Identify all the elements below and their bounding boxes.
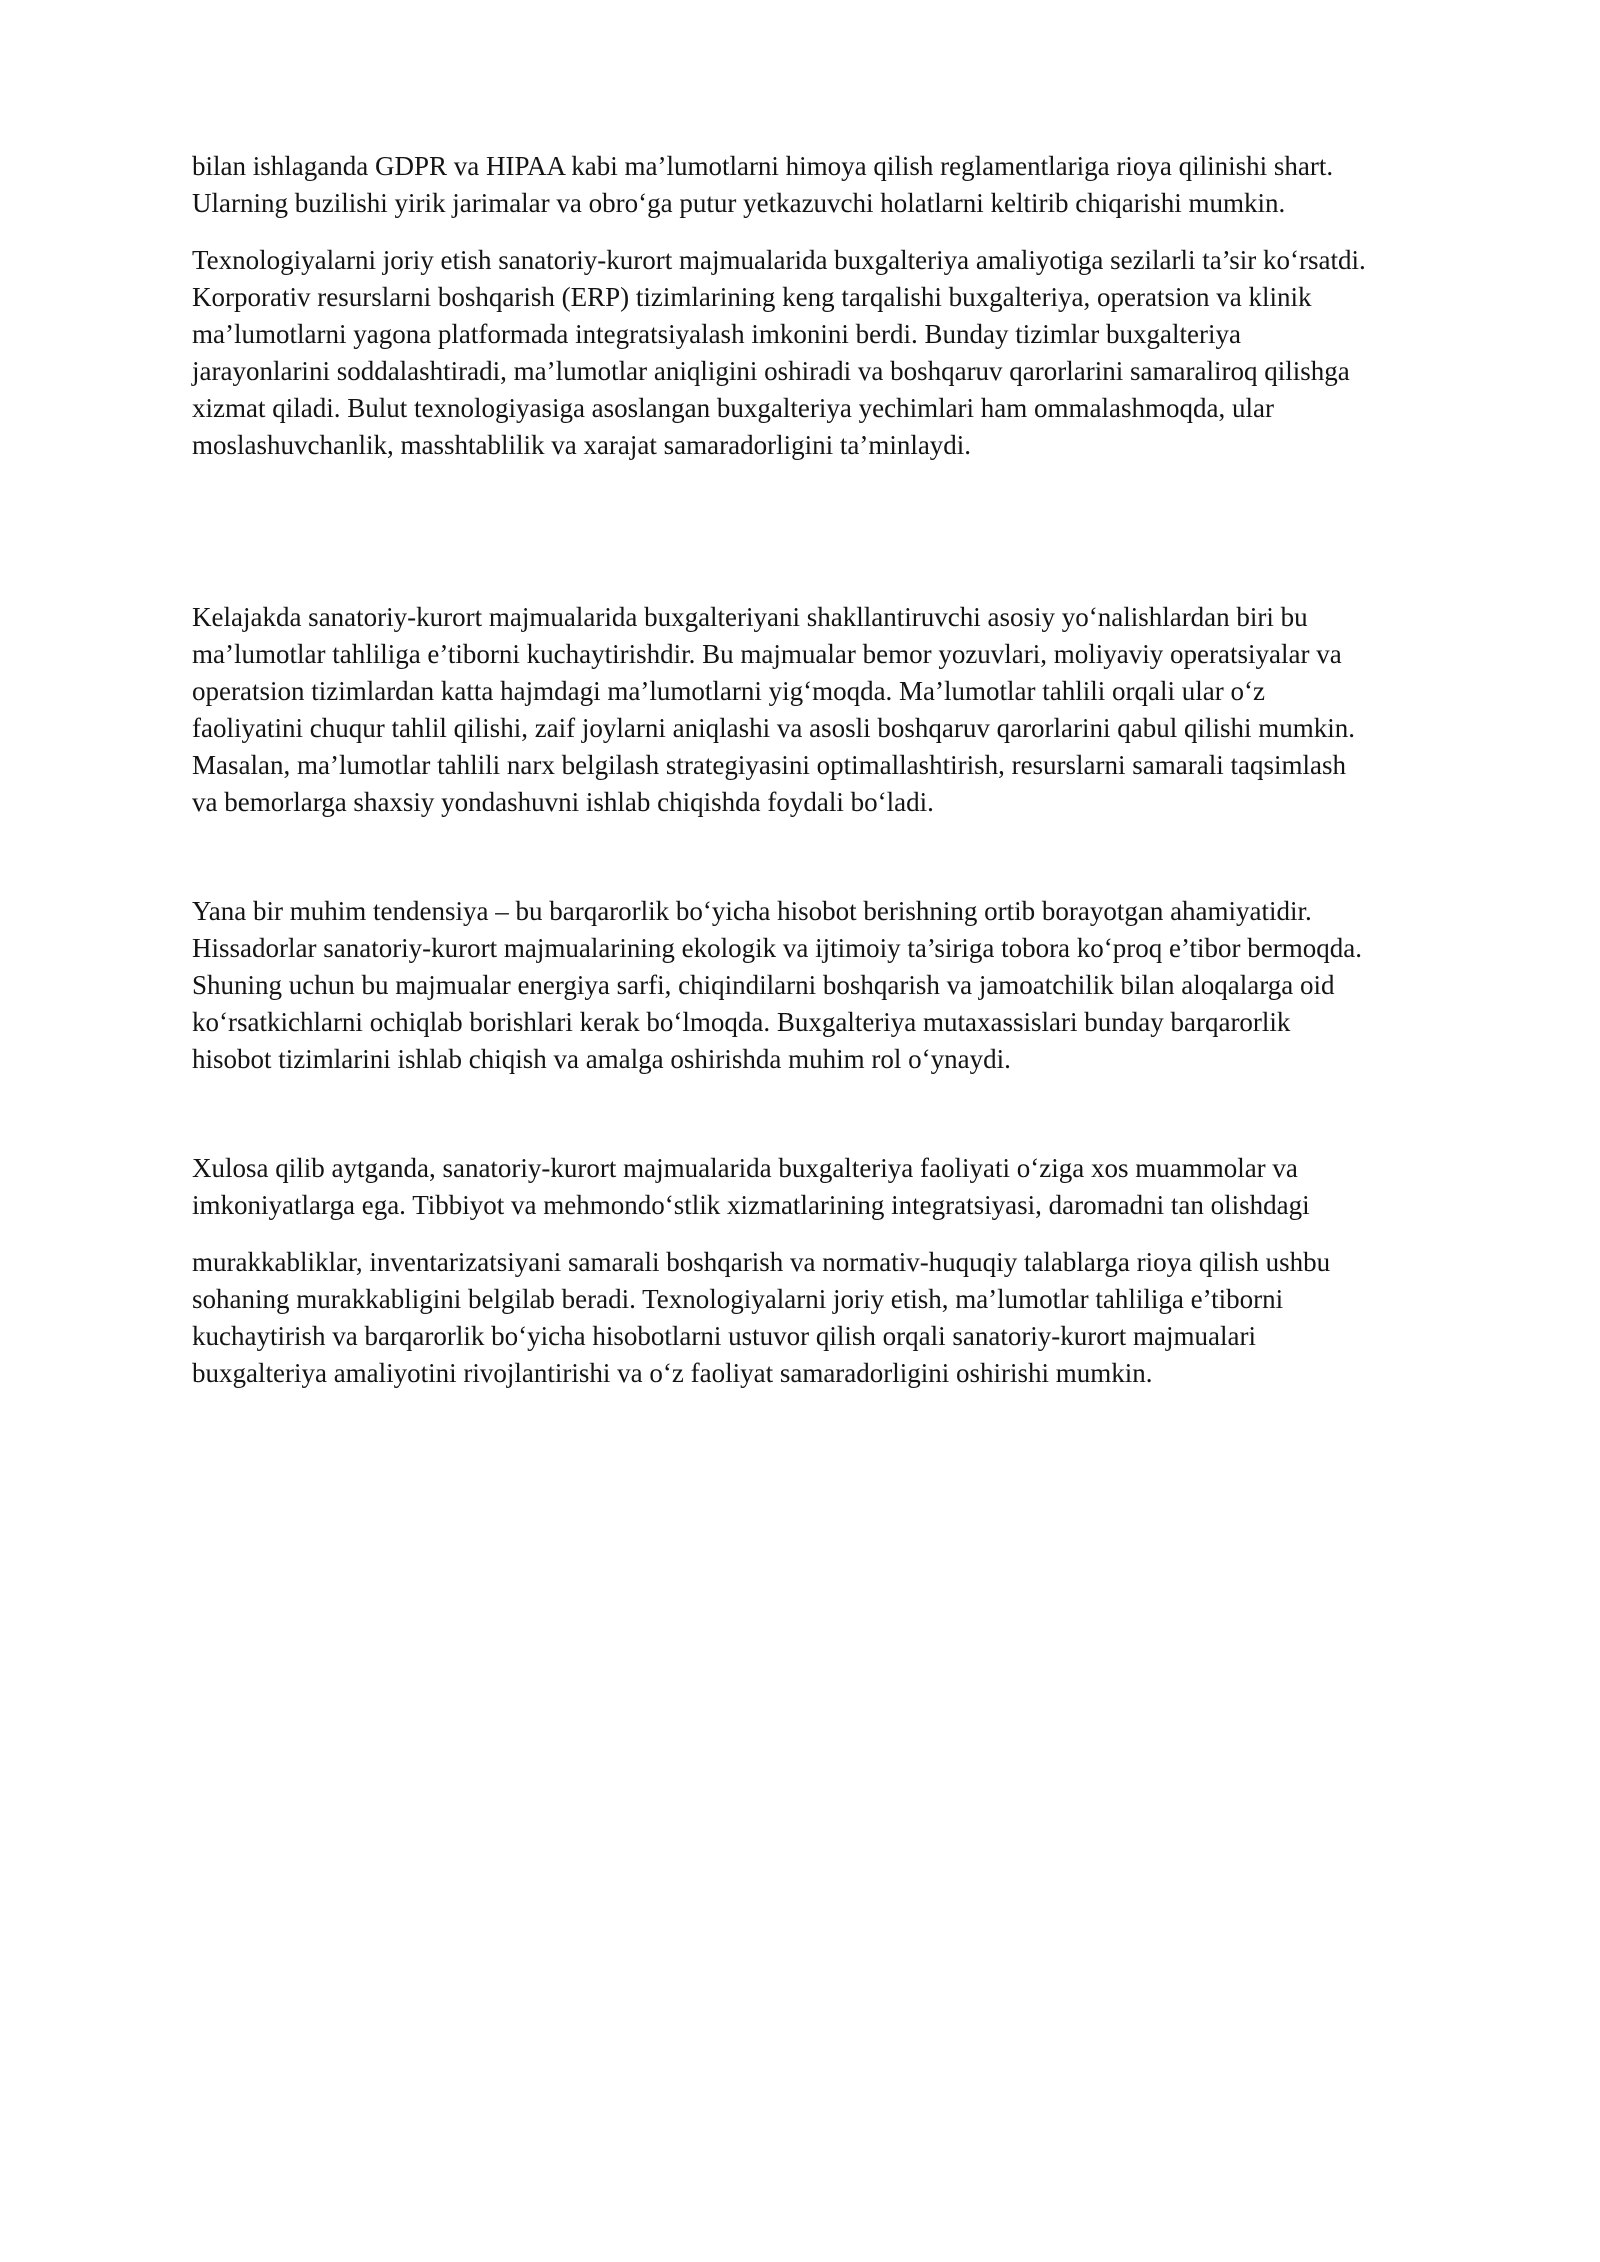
paragraph-spacer	[192, 464, 1432, 599]
paragraph-data-analytics: Kelajakda sanatoriy-kurort majmualarida buxgalteriyani shakllantiruvchi asosiy yo‘nalishlardan biri bu ma’lumotlar tahliliga e’tiborni kuchaytirishdir. Bu majmualar bemor yozuvlari, moliyaviy operatsiyalar va operatsion tizimlardan katta hajmdagi ma’lumotlarni yig‘moqda. Ma’lumotlar tahlili orqali ular o‘z faoliyatini chuqur tahlil qilishi, zaif joylarni aniqlashi va asosli boshqaruv qarorlarini qabul qilishi mumkin. Masalan, ma’lumotlar tahlili narx belgilash strategiyasini optimallashtirish, resurslarni samarali taqsimlash va bemorlarga shaxsiy yondashuvni ishlab chiqishda foydali bo‘ladi.	[192, 602, 1356, 817]
paragraph-spacer	[192, 222, 1432, 242]
paragraph-conclusion-start: Xulosa qilib aytganda, sanatoriy-kurort majmualarida buxgalteriya faoliyati o‘ziga xos muammolar va imkoniyatlarga ega. Tibbiyot va mehmondo‘stlik xizmatlarining integratsiyasi, daromadni tan olishdagi	[192, 1153, 1310, 1220]
paragraph-spacer	[192, 1078, 1432, 1150]
paragraph-spacer	[192, 821, 1432, 893]
paragraph-data-protection: bilan ishlaganda GDPR va HIPAA kabi ma’lumotlarni himoya qilish reglamentlariga rioya qilinishi shart. Ularning buzilishi yirik jarimalar va obro‘ga putur yetkazuvchi holatlarni keltirib chiqarishi mumkin.	[192, 151, 1334, 218]
paragraph-sustainability: Yana bir muhim tendensiya – bu barqarorlik bo‘yicha hisobot berishning ortib borayotgan ahamiyatidir. Hissadorlar sanatoriy-kurort majmualarining ekologik va ijtimoiy ta’siriga tobora ko‘proq e’tibor bermoqda. Shuning uchun bu majmualar energiya sarfi, chiqindilarni boshqarish va jamoatchilik bilan aloqalarga oid ko‘rsatkichlarni ochiqlab borishlari kerak bo‘lmoqda. Buxgalteriya mutaxassislari bunday barqarorlik hisobot tizimlarini ishlab chiqish va amalga oshirishda muhim rol o‘ynaydi.	[192, 896, 1362, 1074]
paragraph-spacer	[192, 1224, 1432, 1244]
paragraph-technology: Texnologiyalarni joriy etish sanatoriy-kurort majmualarida buxgalteriya amaliyotiga sezilarli ta’sir ko‘rsatdi. Korporativ resurslarni boshqarish (ERP) tizimlarining keng tarqalishi buxgalteriya, operatsion va klinik ma’lumotlarni yagona platformada integratsiyalash imkonini berdi. Bunday tizimlar buxgalteriya jarayonlarini soddalashtiradi, ma’lumotlar aniqligini oshiradi va boshqaruv qarorlarini samaraliroq qilishga xizmat qiladi. Bulut texnologiyasiga asoslangan buxgalteriya yechimlari ham ommalashmoqda, ular moslashuvchanlik, masshtablilik va xarajat samaradorligini ta’minlaydi.	[192, 245, 1366, 460]
document-body	[192, 148, 1432, 1392]
paragraph-conclusion-end: murakkabliklar, inventarizatsiyani samarali boshqarish va normativ-huquqiy talablarga rioya qilish ushbu sohaning murakkabligini belgilab beradi. Texnologiyalarni joriy etish, ma’lumotlar tahliliga e’tiborni kuchaytirish va barqarorlik bo‘yicha hisobotlarni ustuvor qilish orqali sanatoriy-kurort majmualari buxgalteriya amaliyotini rivojlantirishi va o‘z faoliyat samaradorligini oshirishi mumkin.	[192, 1247, 1331, 1388]
